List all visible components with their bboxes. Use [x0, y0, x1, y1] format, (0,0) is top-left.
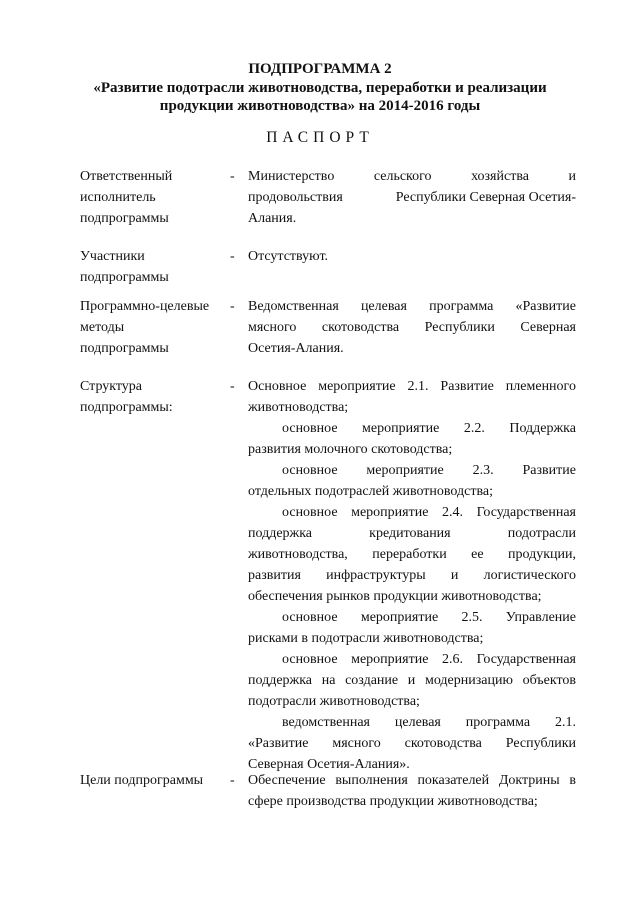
- section-value: Отсутствуют.: [248, 249, 329, 264]
- section-value: Министерство сельского хозяйства и продовольствия Республики Северная Осетия- Алания.: [248, 169, 576, 226]
- departmental-program-2-1: ведомственная целевая программа 2.1.: [282, 715, 576, 730]
- section-label: Участники подпрограммы: [80, 249, 169, 285]
- section-label: Цели подпрограммы: [80, 773, 204, 788]
- section-value: Ведомственная целевая программа «Развитие мясного скотоводства Республики Северная Осетия-Алания.: [248, 299, 576, 356]
- dash-separator: -: [230, 299, 235, 314]
- dash-separator: -: [230, 773, 235, 788]
- passport-heading: ПАСПОРТ: [266, 129, 374, 146]
- section-label: Структура подпрограммы:: [80, 379, 173, 415]
- measure-2-6: основное мероприятие 2.6. Государственная: [282, 652, 576, 667]
- measure-2-2: основное мероприятие 2.2. Поддержка: [282, 421, 576, 436]
- subprogram-title: ПОДПРОГРАММА 2: [248, 61, 392, 77]
- subprogram-name-line-1: «Развитие подотрасли животноводства, переработки и реализации: [93, 80, 547, 96]
- measure-2-4: основное мероприятие 2.4. Государственная: [282, 505, 576, 520]
- dash-separator: -: [230, 169, 235, 184]
- dash-separator: -: [230, 379, 235, 394]
- section-label: Ответственный исполнитель подпрограммы: [80, 169, 173, 226]
- dash-separator: -: [230, 249, 235, 264]
- section-value: Основное мероприятие 2.1. Развитие племенного животноводства; основное мероприятие 2.2. Поддержка развития молочного скотоводства; основное мероприятие 2.3. Развитие отдельных подотраслей животноводства; основное мероприятие 2.4. Государственная поддержка кредитования подотрасли животноводства, переработки ее продукции, развития инфраструктуры и логистического обеспечения рынков продукции животноводства; основное мероприятие 2.5. Управление рисками в подотрасли животноводства; основное мероприятие 2.6. Государственная поддержка на создание и модернизацию объектов подотрасли животноводства; ведомственная целевая программа 2.1. «Развитие мясного скотоводства Республики Северная Осетия-Алания».: [248, 376, 576, 775]
- section-label: Программно-целевые методы подпрограммы: [80, 299, 210, 356]
- measure-2-3: основное мероприятие 2.3. Развитие: [282, 463, 576, 478]
- measure-2-1: Основное мероприятие 2.1. Развитие племенного: [248, 379, 576, 394]
- subprogram-name-line-2: продукции животноводства» на 2014-2016 годы: [159, 98, 481, 114]
- section-value: Обеспечение выполнения показателей Доктрины в сфере производства продукции животноводства;: [248, 773, 576, 809]
- measure-2-5: основное мероприятие 2.5. Управление: [282, 610, 576, 625]
